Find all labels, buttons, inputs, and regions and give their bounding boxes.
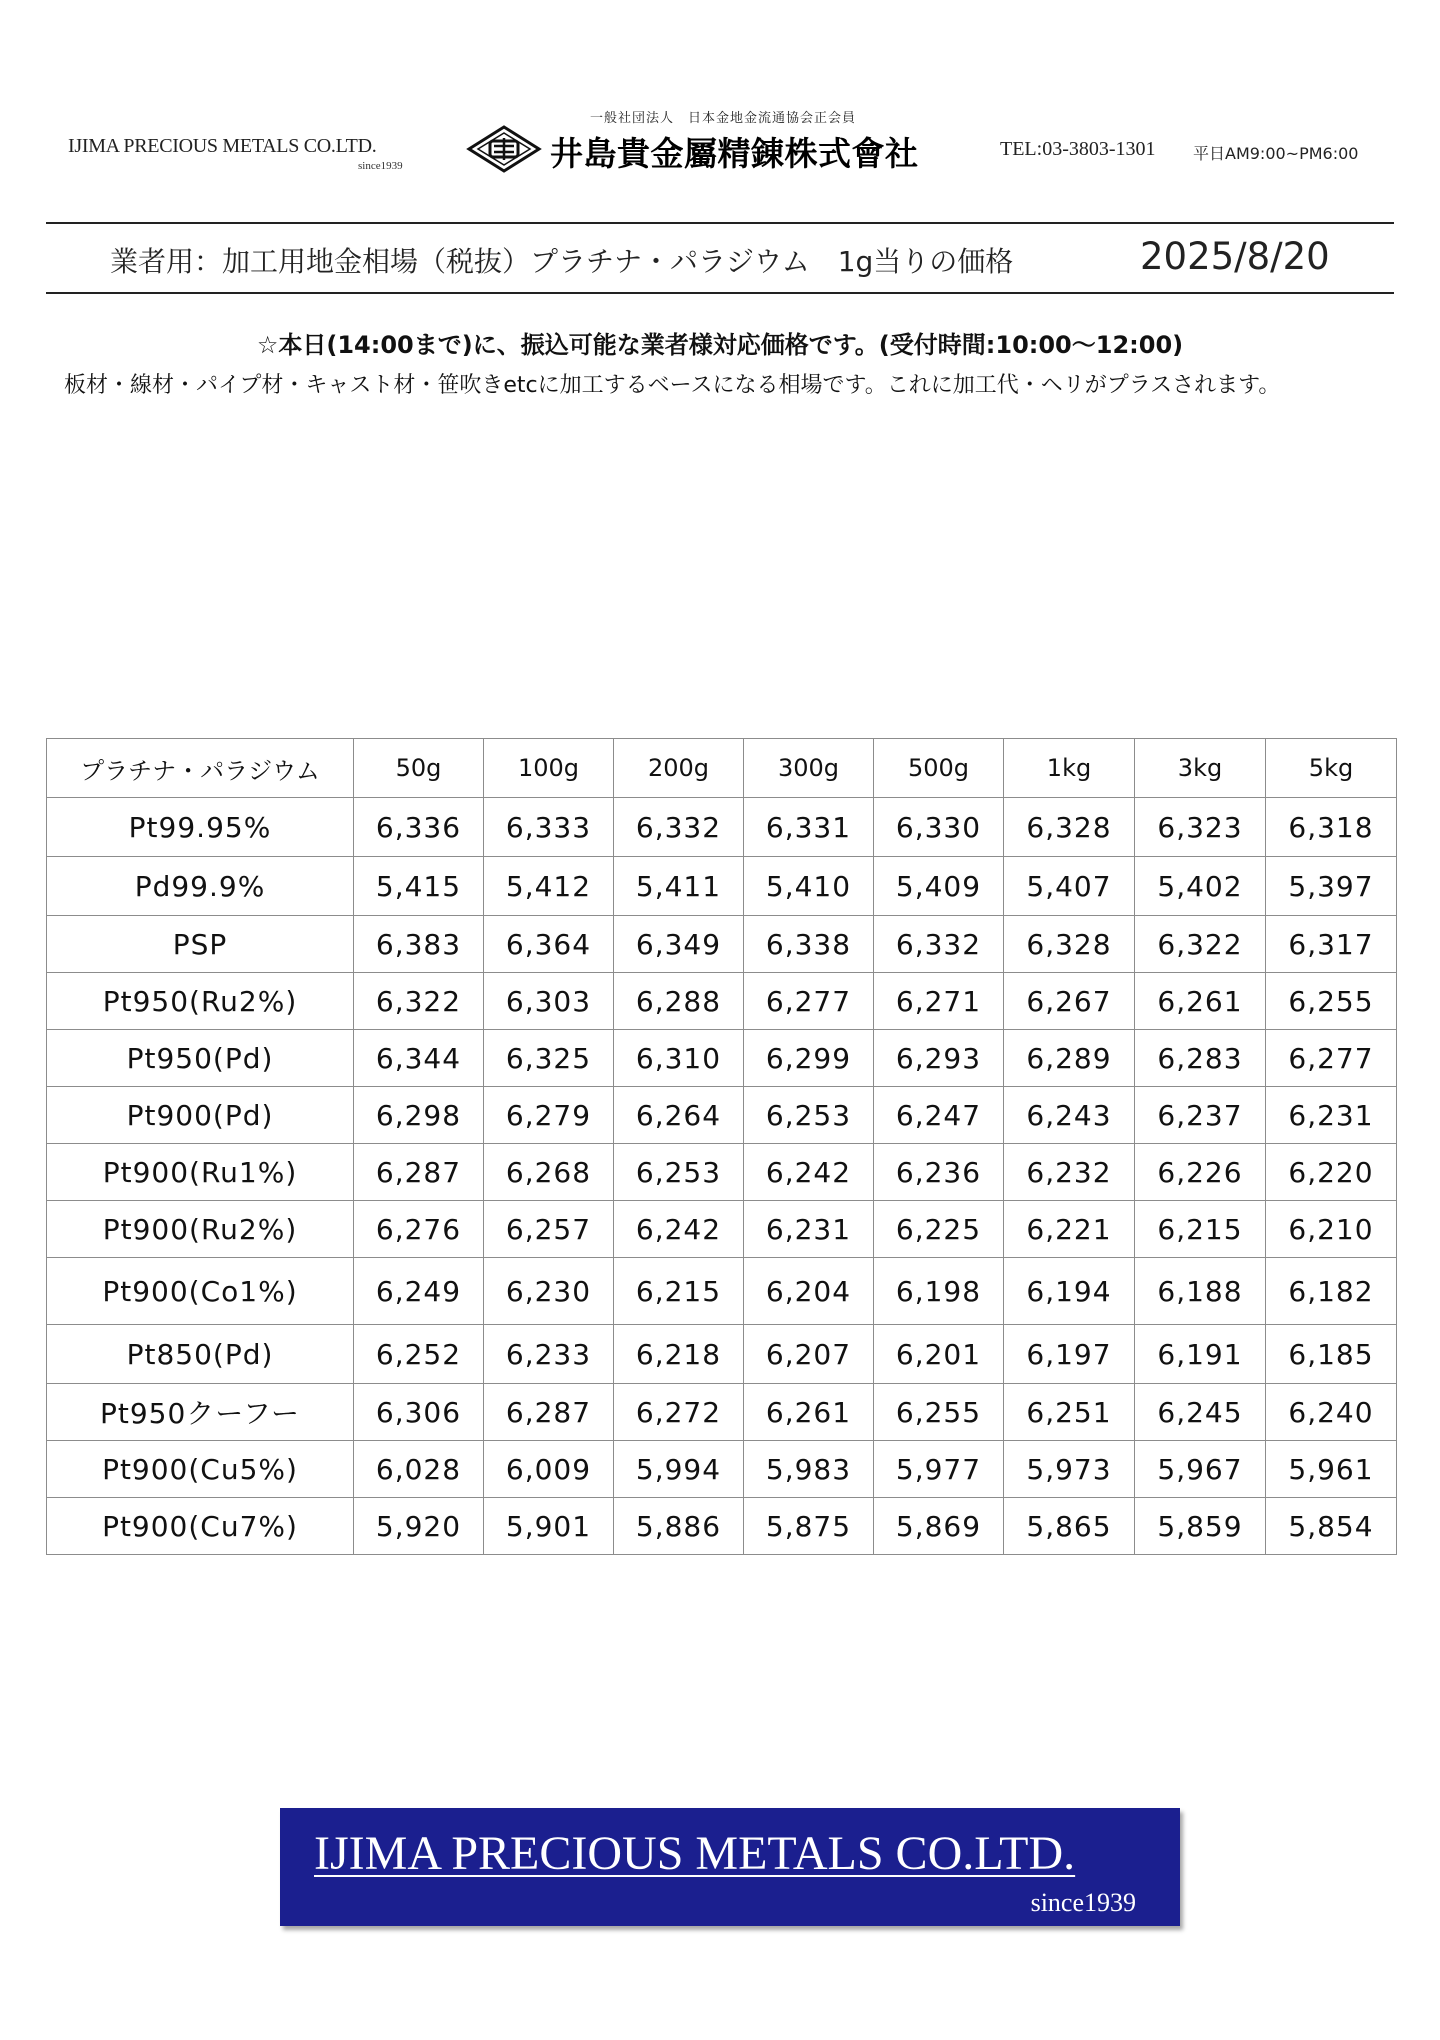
price-cell: 6,383 xyxy=(354,916,484,973)
price-cell: 6,185 xyxy=(1266,1325,1397,1384)
price-cell: 6,299 xyxy=(744,1030,874,1087)
price-cell: 5,410 xyxy=(744,857,874,916)
price-cell: 6,332 xyxy=(874,916,1004,973)
price-cell: 5,854 xyxy=(1266,1498,1397,1555)
price-cell: 6,215 xyxy=(1135,1201,1266,1258)
price-cell: 6,264 xyxy=(614,1087,744,1144)
price-cell: 6,287 xyxy=(354,1144,484,1201)
price-cell: 6,253 xyxy=(614,1144,744,1201)
association-membership: 一般社団法人 日本金地金流通協会正会員 xyxy=(590,111,857,126)
price-cell: 6,236 xyxy=(874,1144,1004,1201)
table-row xyxy=(47,1144,1397,1201)
price-cell: 6,230 xyxy=(484,1258,614,1325)
price-cell: 6,332 xyxy=(614,798,744,857)
price-cell: 6,293 xyxy=(874,1030,1004,1087)
price-cell: 6,288 xyxy=(614,973,744,1030)
price-cell: 6,232 xyxy=(1004,1144,1135,1201)
price-cell: 6,271 xyxy=(874,973,1004,1030)
price-cell: 6,231 xyxy=(744,1201,874,1258)
price-cell: 6,253 xyxy=(744,1087,874,1144)
table-header-row xyxy=(47,739,1397,798)
banner-since: since1939 xyxy=(1030,1888,1136,1917)
price-cell: 6,331 xyxy=(744,798,874,857)
price-cell: 5,865 xyxy=(1004,1498,1135,1555)
price-cell: 6,242 xyxy=(614,1201,744,1258)
price-cell: 6,243 xyxy=(1004,1087,1135,1144)
table-row xyxy=(47,916,1397,973)
metal-name-cell: Pt900(Cu7%) xyxy=(47,1498,354,1555)
price-cell: 6,225 xyxy=(874,1201,1004,1258)
metal-name-cell: Pt850(Pd) xyxy=(47,1325,354,1384)
price-cell: 6,188 xyxy=(1135,1258,1266,1325)
price-cell: 6,322 xyxy=(1135,916,1266,973)
price-cell: 6,255 xyxy=(874,1384,1004,1441)
price-cell: 6,322 xyxy=(354,973,484,1030)
price-cell: 6,197 xyxy=(1004,1325,1135,1384)
company-name-jp: 井島貴金屬精錬株式會社 xyxy=(550,134,919,173)
price-cell: 5,920 xyxy=(354,1498,484,1555)
table-row xyxy=(47,1441,1397,1498)
metal-name-cell: Pd99.9% xyxy=(47,857,354,916)
table-row xyxy=(47,1258,1397,1325)
column-header-weight: 1kg xyxy=(1004,739,1135,798)
price-cell: 5,412 xyxy=(484,857,614,916)
price-cell: 6,298 xyxy=(354,1087,484,1144)
price-cell: 5,886 xyxy=(614,1498,744,1555)
table-row xyxy=(47,1087,1397,1144)
price-table xyxy=(46,738,1397,1555)
price-cell: 5,869 xyxy=(874,1498,1004,1555)
price-cell: 6,338 xyxy=(744,916,874,973)
price-cell: 6,317 xyxy=(1266,916,1397,973)
price-date: 2025/8/20 xyxy=(1140,235,1330,278)
metal-name-cell: Pt950(Pd) xyxy=(47,1030,354,1087)
company-logo-icon xyxy=(466,124,542,174)
price-cell: 5,411 xyxy=(614,857,744,916)
price-cell: 6,261 xyxy=(1135,973,1266,1030)
price-cell: 6,306 xyxy=(354,1384,484,1441)
telephone: TEL:03-3803-1301 xyxy=(1000,138,1156,160)
banner-company-name: IJIMA PRECIOUS METALS CO.LTD. xyxy=(314,1827,1076,1880)
price-cell: 6,233 xyxy=(484,1325,614,1384)
company-since: since1939 xyxy=(358,160,403,172)
price-cell: 5,973 xyxy=(1004,1441,1135,1498)
price-cell: 6,255 xyxy=(1266,973,1397,1030)
table-row xyxy=(47,1325,1397,1384)
price-cell: 6,277 xyxy=(744,973,874,1030)
price-cell: 5,415 xyxy=(354,857,484,916)
price-cell: 6,231 xyxy=(1266,1087,1397,1144)
price-cell: 6,247 xyxy=(874,1087,1004,1144)
price-cell: 6,249 xyxy=(354,1258,484,1325)
table-row xyxy=(47,1384,1397,1441)
price-cell: 6,220 xyxy=(1266,1144,1397,1201)
column-header-weight: 300g xyxy=(744,739,874,798)
price-cell: 6,283 xyxy=(1135,1030,1266,1087)
price-cell: 5,402 xyxy=(1135,857,1266,916)
price-cell: 6,333 xyxy=(484,798,614,857)
metal-name-cell: Pt99.95% xyxy=(47,798,354,857)
table-row xyxy=(47,857,1397,916)
price-cell: 6,287 xyxy=(484,1384,614,1441)
price-cell: 5,409 xyxy=(874,857,1004,916)
price-cell: 6,251 xyxy=(1004,1384,1135,1441)
price-cell: 6,344 xyxy=(354,1030,484,1087)
price-cell: 6,336 xyxy=(354,798,484,857)
price-cell: 5,901 xyxy=(484,1498,614,1555)
price-cell: 5,967 xyxy=(1135,1441,1266,1498)
price-cell: 6,261 xyxy=(744,1384,874,1441)
price-cell: 5,859 xyxy=(1135,1498,1266,1555)
price-cell: 6,237 xyxy=(1135,1087,1266,1144)
page-title: 業者用：加工用地金相場（税抜）プラチナ・パラジウム 1g当りの価格 xyxy=(110,245,1014,278)
price-cell: 6,009 xyxy=(484,1441,614,1498)
price-cell: 6,207 xyxy=(744,1325,874,1384)
metal-name-cell: PSP xyxy=(47,916,354,973)
price-cell: 6,245 xyxy=(1135,1384,1266,1441)
price-cell: 6,323 xyxy=(1135,798,1266,857)
title-bar xyxy=(46,222,1394,294)
price-cell: 6,257 xyxy=(484,1201,614,1258)
table-row xyxy=(47,1201,1397,1258)
table-row xyxy=(47,1030,1397,1087)
price-cell: 6,289 xyxy=(1004,1030,1135,1087)
price-cell: 6,310 xyxy=(614,1030,744,1087)
price-cell: 6,325 xyxy=(484,1030,614,1087)
price-cell: 6,210 xyxy=(1266,1201,1397,1258)
table-row xyxy=(47,798,1397,857)
price-cell: 6,198 xyxy=(874,1258,1004,1325)
price-cell: 6,221 xyxy=(1004,1201,1135,1258)
price-cell: 6,328 xyxy=(1004,916,1135,973)
letterhead xyxy=(0,100,1440,190)
price-cell: 5,994 xyxy=(614,1441,744,1498)
metal-name-cell: Pt950クーフー xyxy=(47,1384,354,1441)
metal-name-cell: Pt900(Pd) xyxy=(47,1087,354,1144)
column-header-weight: 5kg xyxy=(1266,739,1397,798)
price-cell: 5,961 xyxy=(1266,1441,1397,1498)
price-cell: 6,194 xyxy=(1004,1258,1135,1325)
business-hours: 平日AM9:00~PM6:00 xyxy=(1193,144,1359,163)
price-cell: 6,028 xyxy=(354,1441,484,1498)
price-cell: 6,267 xyxy=(1004,973,1135,1030)
column-header-weight: 500g xyxy=(874,739,1004,798)
price-cell: 6,215 xyxy=(614,1258,744,1325)
price-cell: 5,977 xyxy=(874,1441,1004,1498)
price-cell: 6,182 xyxy=(1266,1258,1397,1325)
table-row xyxy=(47,1498,1397,1555)
price-cell: 6,318 xyxy=(1266,798,1397,857)
price-cell: 6,303 xyxy=(484,973,614,1030)
price-cell: 6,277 xyxy=(1266,1030,1397,1087)
price-cell: 6,364 xyxy=(484,916,614,973)
price-cell: 6,272 xyxy=(614,1384,744,1441)
company-name-en: IJIMA PRECIOUS METALS CO.LTD. xyxy=(68,135,377,157)
column-header-item: プラチナ・パラジウム xyxy=(47,739,354,798)
price-cell: 6,218 xyxy=(614,1325,744,1384)
column-header-weight: 100g xyxy=(484,739,614,798)
column-header-weight: 50g xyxy=(354,739,484,798)
metal-name-cell: Pt900(Co1%) xyxy=(47,1258,354,1325)
price-cell: 6,204 xyxy=(744,1258,874,1325)
metal-name-cell: Pt950(Ru2%) xyxy=(47,973,354,1030)
price-cell: 6,330 xyxy=(874,798,1004,857)
column-header-weight: 3kg xyxy=(1135,739,1266,798)
notice-primary: ☆本日(14:00まで)に、振込可能な業者様対応価格です。(受付時間:10:00～12:00) xyxy=(256,331,1184,359)
price-cell: 6,349 xyxy=(614,916,744,973)
metal-name-cell: Pt900(Ru2%) xyxy=(47,1201,354,1258)
price-cell: 6,252 xyxy=(354,1325,484,1384)
price-cell: 5,875 xyxy=(744,1498,874,1555)
metal-name-cell: Pt900(Ru1%) xyxy=(47,1144,354,1201)
column-header-weight: 200g xyxy=(614,739,744,798)
table-row xyxy=(47,973,1397,1030)
price-cell: 6,268 xyxy=(484,1144,614,1201)
price-cell: 5,397 xyxy=(1266,857,1397,916)
price-cell: 6,328 xyxy=(1004,798,1135,857)
price-cell: 6,201 xyxy=(874,1325,1004,1384)
price-cell: 5,983 xyxy=(744,1441,874,1498)
price-cell: 6,226 xyxy=(1135,1144,1266,1201)
price-cell: 5,407 xyxy=(1004,857,1135,916)
notice-secondary: 板材・線材・パイプ材・キャスト材・笹吹きetcに加工するベースになる相場です。これに加工代・ヘリがプラスされます。 xyxy=(64,373,1281,398)
metal-name-cell: Pt900(Cu5%) xyxy=(47,1441,354,1498)
company-banner xyxy=(280,1808,1180,1926)
price-cell: 6,240 xyxy=(1266,1384,1397,1441)
price-cell: 6,276 xyxy=(354,1201,484,1258)
price-cell: 6,191 xyxy=(1135,1325,1266,1384)
price-cell: 6,279 xyxy=(484,1087,614,1144)
price-cell: 6,242 xyxy=(744,1144,874,1201)
